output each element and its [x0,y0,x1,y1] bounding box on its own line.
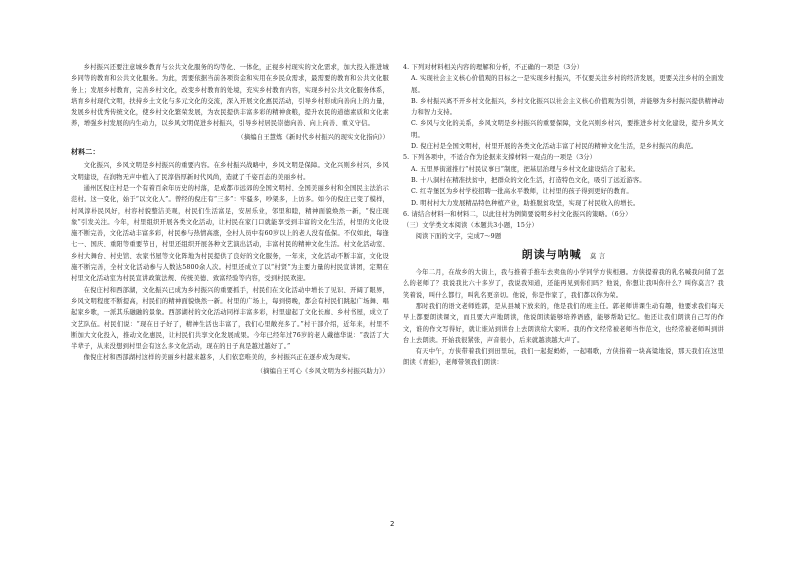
question-6: 6. 请结合材料一和材料二，以此往村为例简要说明乡村文化振兴的策略。（6分） [403,210,632,218]
question-4-option-b: B. 乡村振兴离不开乡村文化振兴，乡村文化振兴以社会主义核心价值观为引领，并能够为乡村振兴提供精神动力和智力支持。 [411,97,724,117]
question-4-option-c: C. 乡风与文化的关系，乡风文明是乡村振兴的重要保障，文化兴则乡村兴，要推进乡村文化建设，提升乡风文明。 [411,120,724,139]
section-heading: （三）文学类文本阅读（本题共3小题，15分） [403,222,538,230]
article-title-block [403,249,724,262]
question-4-option-d: D. 倪庄村是全国文明村，村里开展的各类文化活动丰富了村民的精神文化生活，是乡村振兴的典范。 [411,143,698,151]
material2-source: （摘编自王可心《乡风文明为乡村振兴助力》） [256,367,389,375]
material2-heading: 材料二： [71,148,100,157]
article-paragraph-1: 今年二月，在故乡的大街上，我与推着手推车去卖鱼的小学同学方侠相遇。方侠提着我的乳名喊我问留了怎么的老师了？我说我比六十多岁了，我说我知道，还能再见到你们吗？他说，你想让我叫你什么？叫你莫言？我笑着说，叫什么都行，叫乳名更亲切。他说，你是作家了，我们都以你为荣。 [403,269,724,299]
page-number: 2 [390,520,395,528]
article-title: 朗读与呐喊 [521,247,582,261]
article-paragraph-2: 那时我们的语文老师姓郭，是从县城下放来的，他是我们的班主任。郭老师讲课生动有趣，他要求我们每天早上都要朗读课文，而且要大声地朗读，他说朗读能够培养语感，能够帮助记忆。他还让我们朗读自己写的作文，谁的作文写得好，就让谁站到讲台上去朗读给大家听。我的作文经常被老师当作范文，也经常被老师叫到讲台上去朗读。开始我很紧张，声音很小，后来就越读越大声了。 [403,302,724,344]
question-4-option-a: A. 实现社会主义核心价值观的目标之一是实现乡村振兴，不仅要关注乡村的经济发展，更要关注乡村的全面发展。 [411,75,724,94]
question-5-option-c: C. 红寺堡区为乡村学校招聘一批高水平教师，让村里的孩子得到更好的教育。 [411,188,633,196]
question-5-option-d: D. 明村村大力发展精品特色种植产业，助推脱贫攻坚，实现了村民收入的增长。 [411,199,640,207]
question-5-option-a: A. 五里界街道推行“村民议事日”制度，把基层治理与乡村文化建设结合了起来。 [411,165,640,173]
material2-paragraph-1: 文化振兴，乡风文明是乡村振兴的重要内容。在乡村振兴战略中，乡风文明是保障。文化兴则乡村兴，乡风文明建设，在润物无声中植入了民淳俗厚新时代风尚，造就了千姿百态的美丽乡村。 [71,162,389,181]
question-5-option-b: B. 十八洞村在精准扶贫中，把群众的文化生活，打造特色文化，吸引了远近游客。 [411,176,646,184]
material2-paragraph-4: 像倪庄村和西部湖村这样的美丽乡村越来越多，人们依恋唯美的，乡村振兴正在逐步成为现实。 [83,354,355,362]
material1-source: （摘编自王慧炼《新时代乡村振兴的现实文化指向》） [237,133,389,141]
right-column [403,62,724,369]
section-intro: 阅读下面的文字，完成7～9题 [415,233,502,241]
material2-paragraph-3: 在倪庄村和西部湖，文化振兴已成为乡村振兴的重要抓手，村民们在文化活动中增长了见识、开阔了眼界，乡风文明程度不断提高，村民们的精神面貌焕然一新。村里的广场上，每到傍晚，都会有村民们跳起广场舞、唱起家乡歌，一派其乐融融的景象。西部湖村的文化活动同样丰富多彩，村里建起了文化长廊、乡村书屋，成立了文艺队伍。村民们说：“现在日子好了，精神生活也丰富了，我们心里敞亮多了。”村干部介绍，近年来，村里不断加大文化投入，推动文化惠民，让村民们共享文化发展成果。今年已经年过76岁的老人戴德华说：“我活了大半辈子，从来没想到村里会有这么多文化活动，现在的日子真是越过越好了。” [71,286,389,351]
question-5: 5. 下列各项中，不适合作为论据来支撑材料一观点的一项是（3分） [403,154,597,162]
article-author: 莫 言 [589,251,606,260]
left-column [71,62,389,381]
material2-paragraph-2: 通州区倪庄村是一个有着百余年历史的村落，是成都市远郊的全国文明村、全国美丽乡村和全国民主法治示范村。这一变化，始于“以文化人”。曾经的倪庄有“三多”：牢骚多，吵架多，上访多。如今的倪庄已变了模样，村风淳朴民风好，村容村貌整洁美观，村民们生活富足，安居乐业，邻里和睦，精神面貌焕然一新，“倪庄现象”引发关注。今年，村里组织开展各类文化活动，让村民在家门口就能享受到丰富的文化生活，村里的文化设施不断完善，文化活动丰富多彩，村民参与热情高涨，全村人员中有60岁以上的老人没有低保。不仅如此，每逢七一、国庆、重阳等重要节日，村里还组织开展各种文艺演出活动，丰富村民的精神文化生活。村文化活动室、乡村大舞台、村史馆、农家书屋等文化阵地为村民提供了良好的文化服务，一年来，文化活动不断丰富，文化设施不断完善，全村文化活动参与人数达5800余人次。村里还成立了以“村贤”为主要力量的村民宣讲团，定期在村里文化活动室为村民宣讲政策法规、传统美德、致富经验等内容，受到村民欢迎。 [71,184,389,283]
material1-paragraph: 乡村振兴还要注意城乡教育与公共文化服务的均等化、一体化，正视乡村现实的文化需求，加大投入推进城乡同等的教育和公共文化服务。为此，需要依据当前各项资金和实用在乡民众需求，最需要的教育和公共文化服务上；发展乡村教育，完善乡村文化，改变乡村教育的处境，充实乡村教育内容，实现乡村公共文化服务体系，培育乡村现代文明，扶持乡土文化与多元文化的交流，深入开展文化惠民活动，引导乡村形成向善向上的力量，发展乡村优秀传统文化，使乡村文化繁荣发展，为农民提供丰富多彩的精神食粮，提升农民的道德素质和文化素养，增强乡村发展的内生动力，以乡风文明促进乡村振兴，引导乡村居民崇德向善、向上向善、重义守信。 [71,64,389,128]
article-paragraph-3: 有天中午，方侠带着我们到田里玩，我们一起捉蚂蚱，一起唱歌，方侠指着一块高粱地说，那天我们在这里朗读《青蛙》，老师带领我们朗读： [403,348,724,367]
question-4: 4. 下列对材料相关内容的理解和分析，不正确的一项是（3分） [403,64,584,71]
